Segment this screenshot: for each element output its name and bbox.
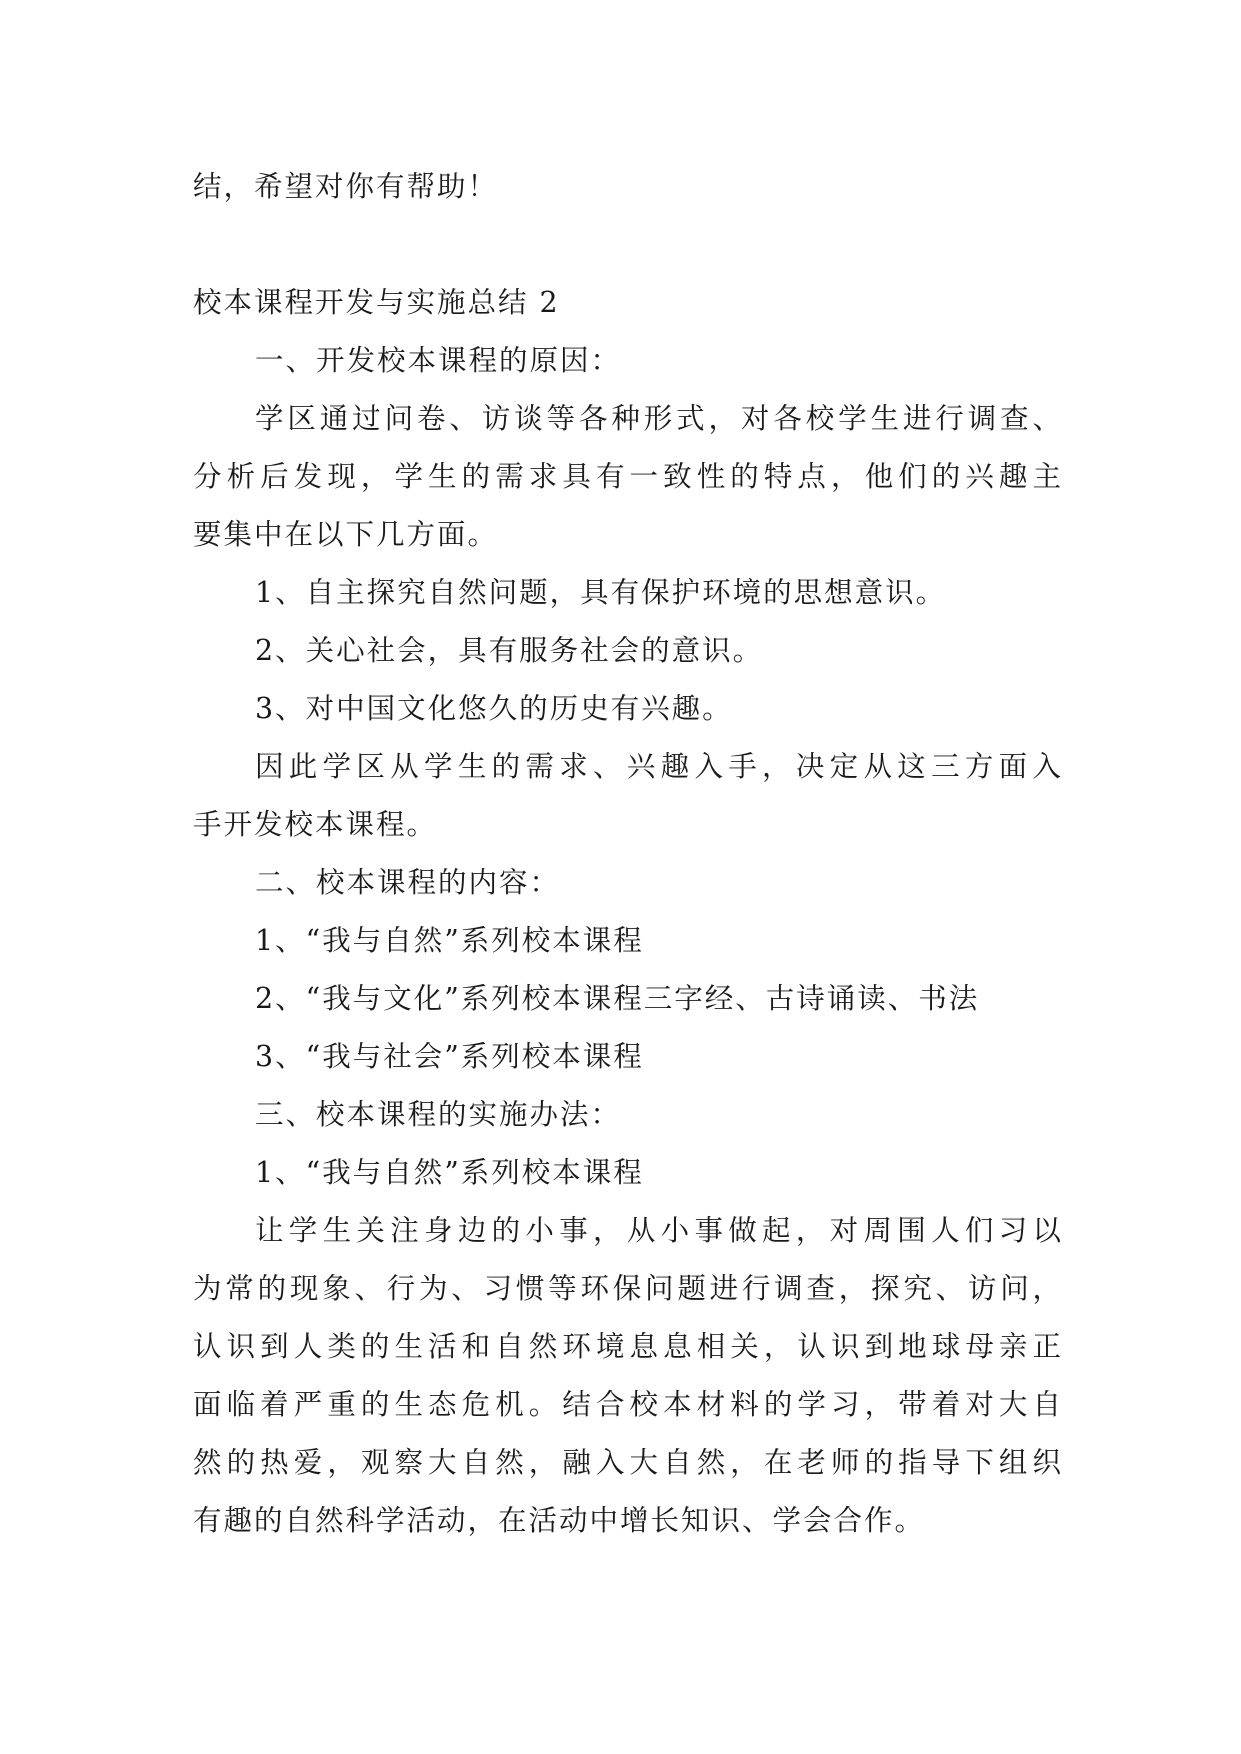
part3-para-line-1: 让学生关注身边的小事，从小事做起，对周围人们习以 bbox=[255, 1214, 1061, 1247]
interest-item-2: 2、关心社会，具有服务社会的意识。 bbox=[255, 634, 764, 667]
part2-heading: 二、校本课程的内容： bbox=[255, 866, 561, 899]
content-item-3: 3、“我与社会”系列校本课程 bbox=[255, 1040, 644, 1073]
part3-para-line-2: 为常的现象、行为、习惯等环保问题进行调查，探究、访问， bbox=[193, 1272, 1061, 1305]
document-body bbox=[193, 158, 1061, 1550]
paragraph-gap bbox=[193, 216, 1061, 274]
part1-para2-line-1: 因此学区从学生的需求、兴趣入手，决定从这三方面入 bbox=[255, 750, 1061, 783]
part3-heading: 三、校本课程的实施办法： bbox=[255, 1098, 622, 1131]
part3-para-line-3: 认识到人类的生活和自然环境息息相关，认识到地球母亲正 bbox=[193, 1330, 1061, 1363]
content-item-1: 1、“我与自然”系列校本课程 bbox=[255, 924, 644, 957]
part1-para1-line-2: 分析后发现，学生的需求具有一致性的特点，他们的兴趣主 bbox=[193, 460, 1061, 493]
part1-heading: 一、开发校本课程的原因： bbox=[255, 344, 622, 377]
part1-para2-line-2: 手开发校本课程。 bbox=[193, 808, 438, 841]
carry-over-line: 结，希望对你有帮助！ bbox=[193, 170, 499, 203]
part1-para1-line-1: 学区通过问卷、访谈等各种形式，对各校学生进行调查、 bbox=[255, 402, 1061, 435]
section-title: 校本课程开发与实施总结 2 bbox=[193, 286, 560, 319]
interest-item-3: 3、对中国文化悠久的历史有兴趣。 bbox=[255, 692, 733, 725]
content-item-2: 2、“我与文化”系列校本课程三字经、古诗诵读、书法 bbox=[255, 982, 980, 1015]
part3-para-line-4: 面临着严重的生态危机。结合校本材料的学习，带着对大自 bbox=[193, 1388, 1061, 1421]
part3-para-line-5: 然的热爱，观察大自然，融入大自然，在老师的指导下组织 bbox=[193, 1446, 1061, 1479]
interest-item-1: 1、自主探究自然问题，具有保护环境的思想意识。 bbox=[255, 576, 947, 609]
part3-para-line-6: 有趣的自然科学活动，在活动中增长知识、学会合作。 bbox=[193, 1504, 926, 1537]
part3-subheading-1: 1、“我与自然”系列校本课程 bbox=[255, 1156, 644, 1189]
part1-para1-line-3: 要集中在以下几方面。 bbox=[193, 518, 499, 551]
